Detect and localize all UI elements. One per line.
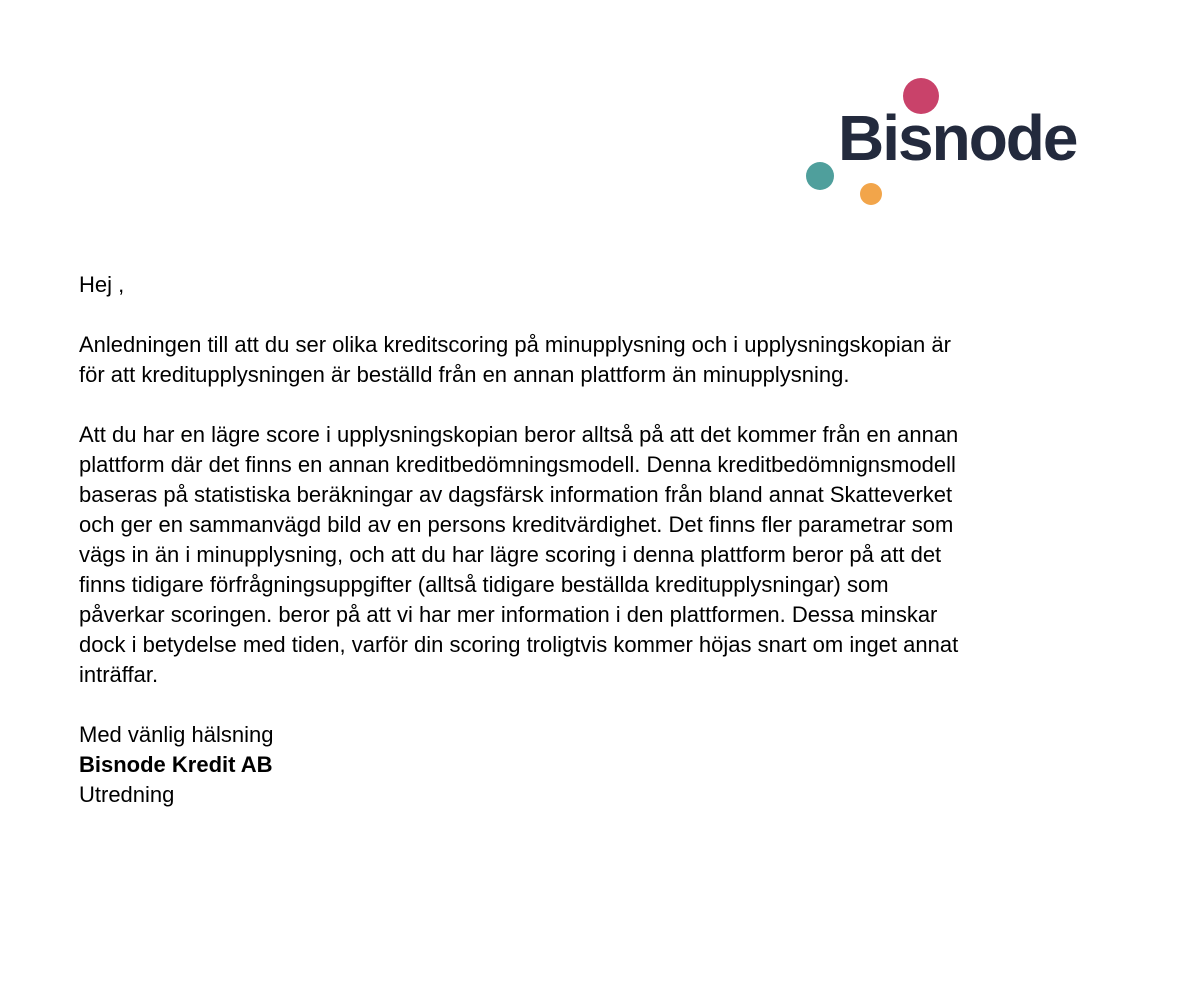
company-name: Bisnode Kredit AB xyxy=(79,752,273,777)
paragraph-2-line: baseras på statistiska beräkningar av dagsfärsk information från bland annat Skatteverket xyxy=(79,482,953,507)
department: Utredning xyxy=(79,782,175,807)
paragraph-2-line: vägs in än i minupplysning, och att du har lägre scoring i denna plattform beror på att det xyxy=(79,542,942,567)
paragraph-1-line: för att kreditupplysningen är beställd från en annan plattform än minupplysning. xyxy=(79,362,850,387)
logo-teal-dot xyxy=(806,162,834,190)
paragraph-2-line: plattform där det finns en annan kreditbedömningsmodell. Denna kreditbedömnignsmodell xyxy=(79,452,956,477)
paragraph-1-line: Anledningen till att du ser olika kreditscoring på minupplysning och i upplysningskopian är xyxy=(79,332,951,357)
paragraph-1 xyxy=(79,330,1079,390)
closing: Med vänlig hälsning xyxy=(79,722,274,747)
paragraph-2 xyxy=(79,420,1079,690)
paragraph-2-line: inträffar. xyxy=(79,662,159,687)
paragraph-2-line: Att du har en lägre score i upplysningskopian beror alltså på att det kommer från en annan xyxy=(79,422,959,447)
greeting: Hej , xyxy=(79,272,125,297)
paragraph-2-line: dock i betydelse med tiden, varför din scoring troligtvis kommer höjas snart om inget annat xyxy=(79,632,959,657)
logo-orange-dot xyxy=(860,183,882,205)
letter-body xyxy=(79,270,1079,810)
signature-block xyxy=(79,720,1079,810)
paragraph-2-line: och ger en sammanvägd bild av en persons kreditvärdighet. Det finns fler parametrar som xyxy=(79,512,954,537)
logo-wordmark: Bisnode xyxy=(838,102,1077,174)
paragraph-2-line: påverkar scoringen. beror på att vi har mer information i den plattformen. Dessa minskar xyxy=(79,602,938,627)
bisnode-logo xyxy=(800,72,1140,212)
paragraph-2-line: finns tidigare förfrågningsuppgifter (alltså tidigare beställda kreditupplysningar) som xyxy=(79,572,889,597)
